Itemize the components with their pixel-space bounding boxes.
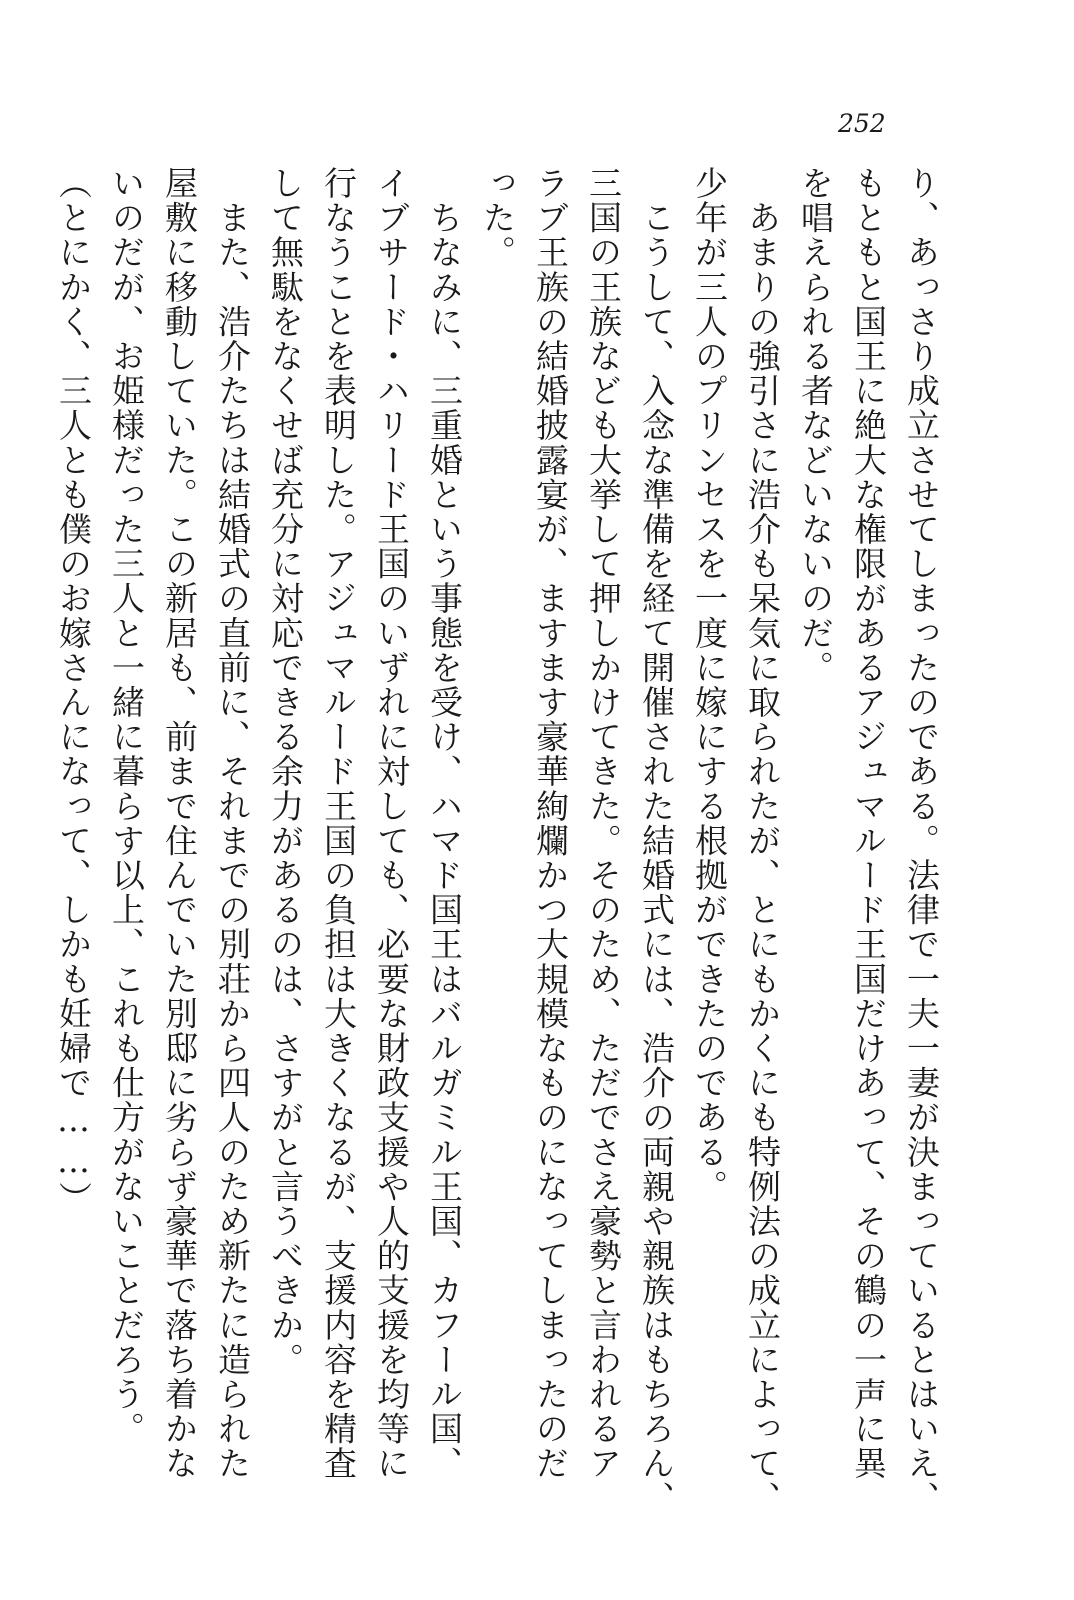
- text-line: ちなみに、三重婚という事態を受け、ハマド国王はバルガミル王国、カフール国、: [425, 166, 464, 1481]
- text-line: （とにかく、三人とも僕のお嫁さんになって、しかも妊婦で……）: [54, 166, 93, 1216]
- text-line: 三国の王族なども大挙して押しかけてきた。そのため、ただでさえ豪勢と言われるア: [584, 166, 623, 1481]
- text-line: 行なうことを表明した。アジュマルード王国の負担は大きくなるが、支援内容を精査: [319, 166, 358, 1481]
- text-line: いのだが、お姫様だった三人と一緒に暮らす以上、これも仕方がないことだろう。: [107, 166, 146, 1447]
- text-line: 少年が三人のプリンセスを一度に嫁にする根拠ができたのである。: [690, 166, 729, 1204]
- text-line: また、浩介たちは結婚式の直前に、それまでの別荘から四人のため新たに造られた: [213, 166, 252, 1481]
- text-line: イブサード・ハリード王国のいずれに対しても、必要な財政支援や人的支援を均等に: [372, 166, 411, 1481]
- text-line: して無駄をなくせば充分に対応できる余力があるのは、さすがと言うべきか。: [266, 166, 305, 1377]
- text-line: こうして、入念な準備を経て開催された結婚式には、浩介の両親や親族はもちろん、: [637, 166, 676, 1516]
- body-text: [54, 166, 948, 1516]
- text-line: ラブ王族の結婚披露宴が、ますます豪華絢爛かつ大規模なものになってしまったのだ: [531, 166, 570, 1481]
- text-line: あまりの強引さに浩介も呆気に取られたが、とにもかくにも特例法の成立によって、: [743, 166, 782, 1516]
- text-line: を唱えられる者などいないのだ。: [796, 166, 835, 685]
- text-line: もともと国王に絶大な権限があるアジュマルード王国だけあって、その鶴の一声に異: [849, 166, 888, 1481]
- text-line: った。: [478, 166, 517, 270]
- text-line: 屋敷に移動していた。この新居も、前まで住んでいた別邸に劣らず豪華で落ち着かな: [160, 166, 199, 1481]
- text-line: り、あっさり成立させてしまったのである。法律で一夫一妻が決まっているとはいえ、: [902, 166, 941, 1516]
- page-number: 252: [838, 109, 886, 138]
